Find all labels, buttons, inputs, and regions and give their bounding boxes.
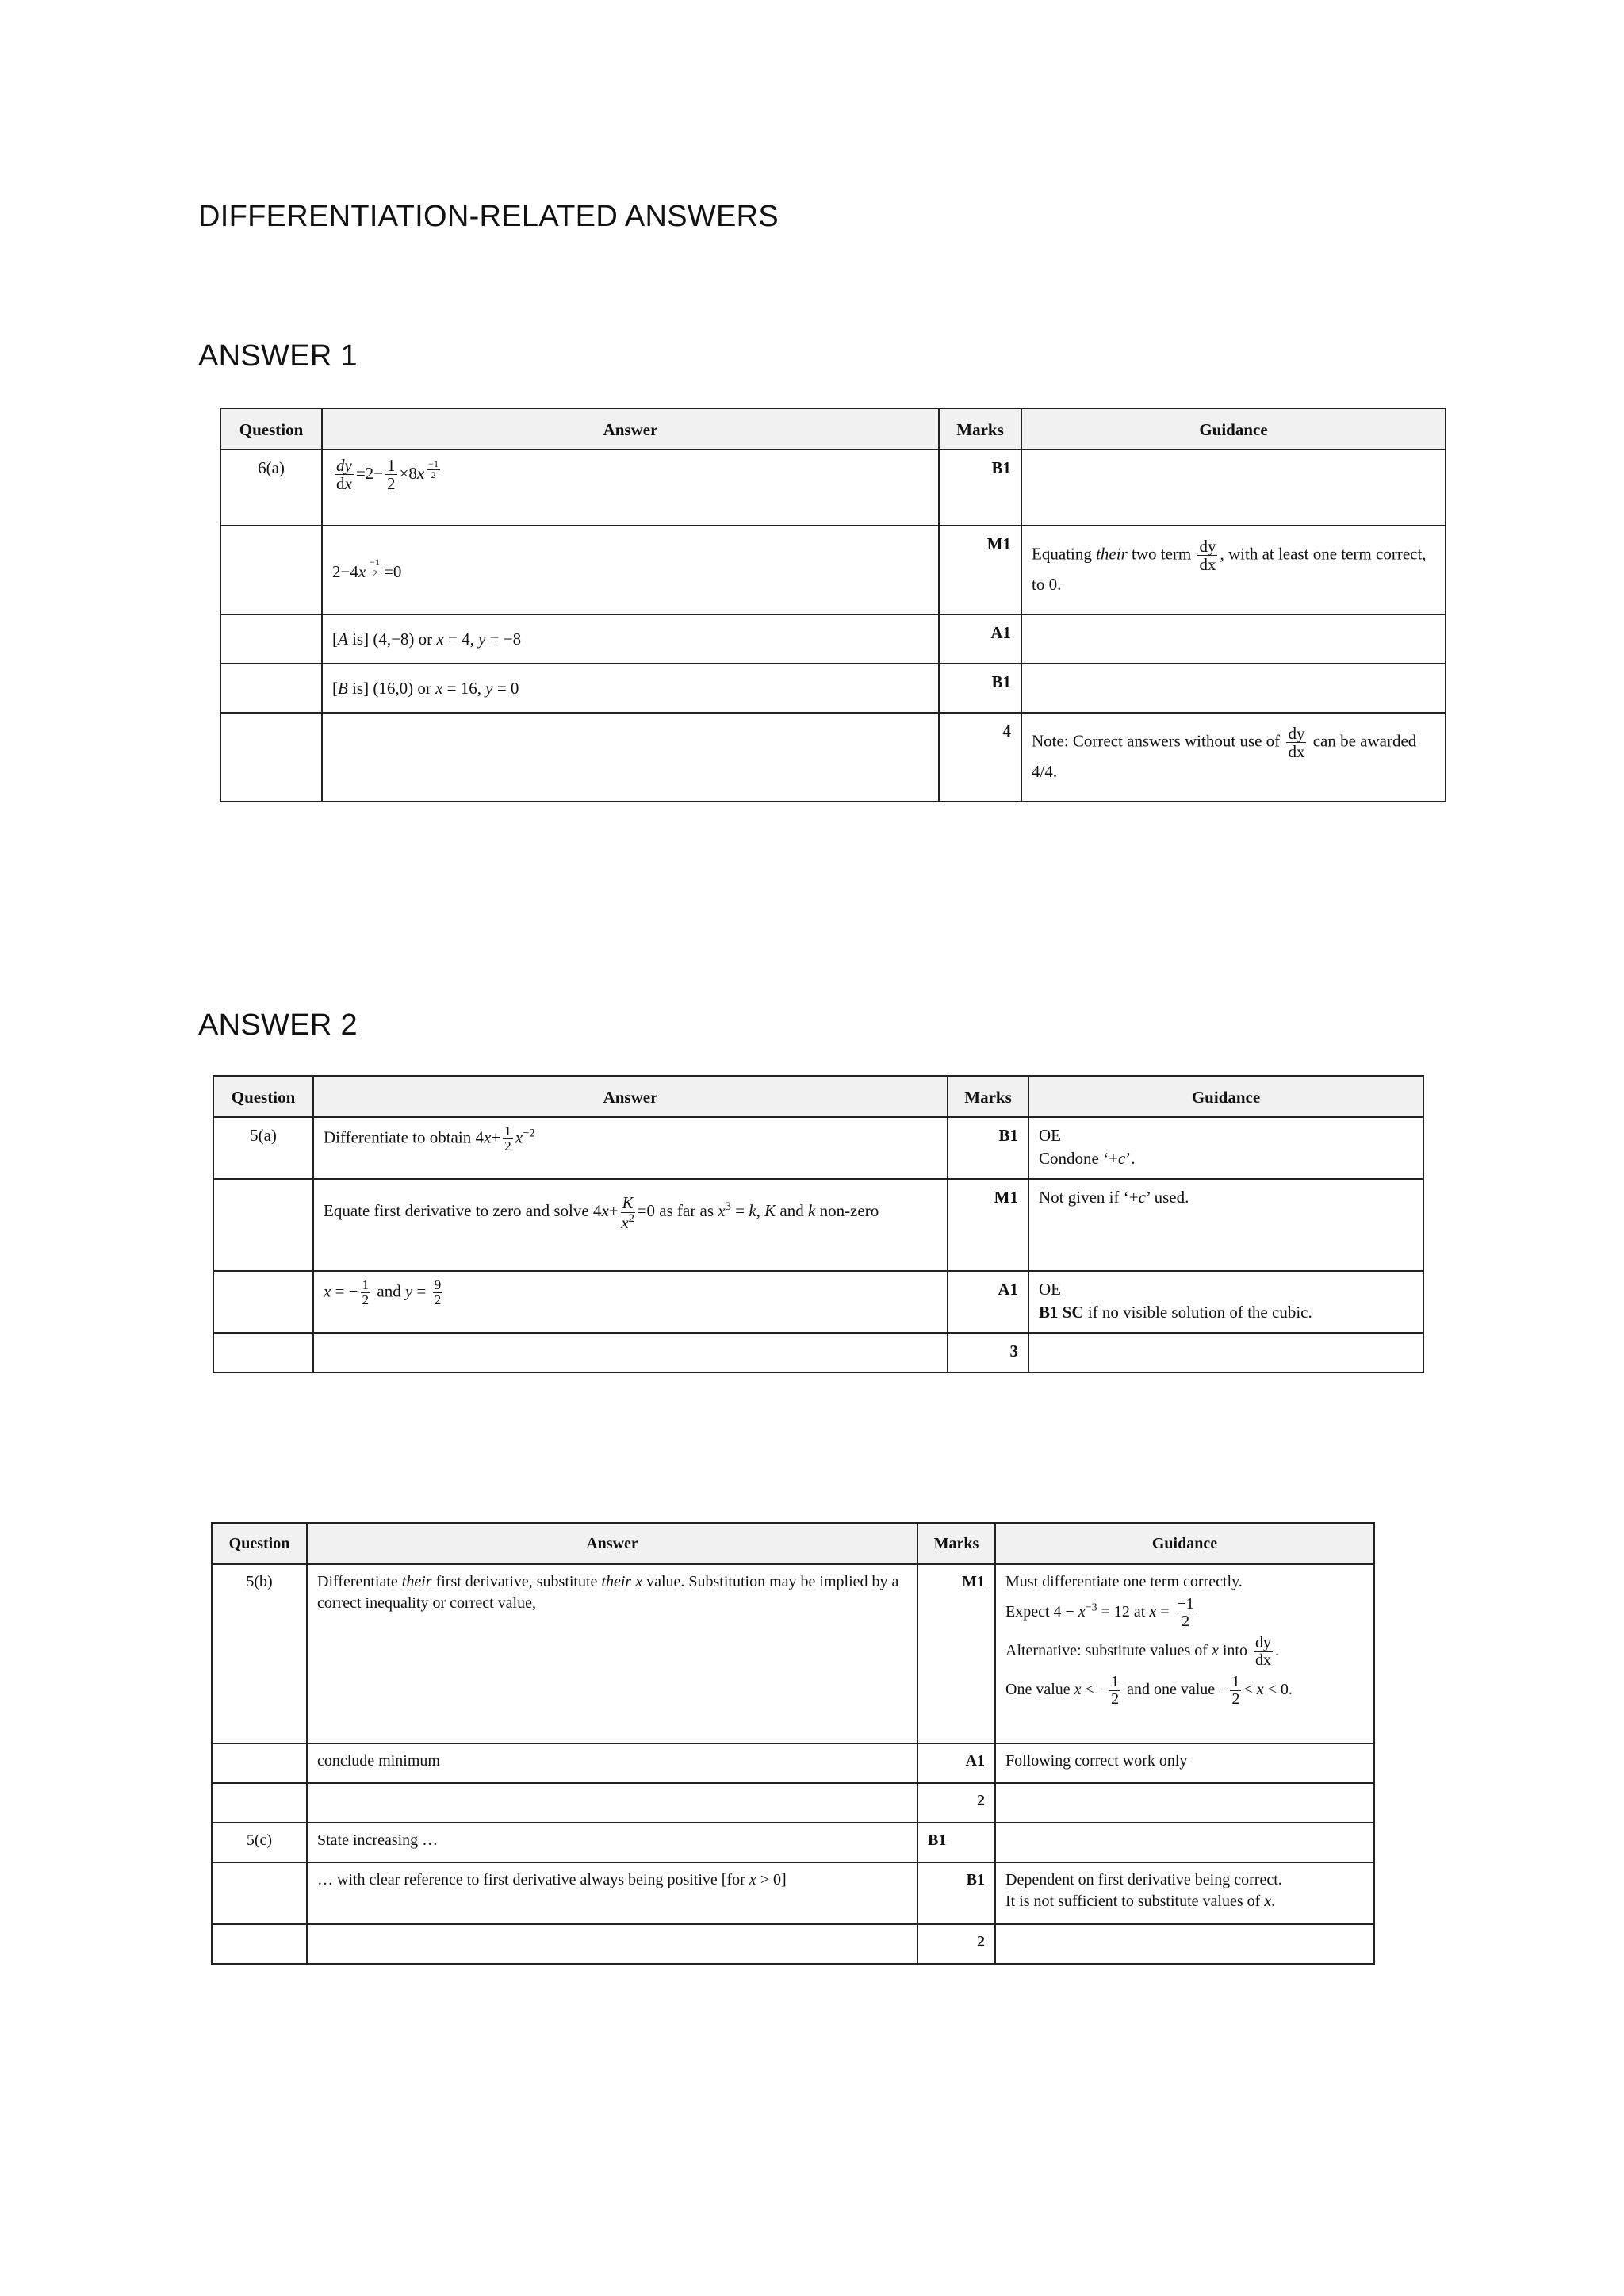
guidance-cell [1021, 614, 1446, 664]
question-number: 5(a) [213, 1117, 313, 1179]
answer-cell: Equate first derivative to zero and solve 4x+ $\frac{K}{x^2}$ =0 as far as $x^3 = k$, K and k non-zero [313, 1179, 948, 1271]
page-title: DIFFERENTIATION-RELATED ANSWERS [198, 200, 779, 233]
guidance-cell: Note: Correct answers without use of $\frac{dy}{dx}$ can be awarded 4/4. [1021, 713, 1446, 802]
guidance-cell: Must differentiate one term correctly. Expect $4 - x^{-3} = 12$ at x = $\frac{-1}{2}$ Alternative: substitute values of x into $\frac{dy}{dx}$ . One value x < − $\frac{1}{2}$ and one value − $\frac{1}{2}$ < x < 0. [995, 1564, 1374, 1743]
header-answer: Answer [322, 408, 939, 450]
marks-cell: B1 [948, 1117, 1028, 1179]
answer-cell [322, 614, 939, 664]
marks-total: 2 [917, 1783, 995, 1823]
marks-cell: A1 [939, 614, 1021, 664]
guidance-cell: OE B1 SC if no visible solution of the cubic. [1028, 1271, 1423, 1333]
answer-cell [322, 664, 939, 713]
marks-total: 2 [917, 1924, 995, 1964]
guidance-cell [995, 1783, 1374, 1823]
header-question: Question [220, 408, 322, 450]
marks-cell: M1 [939, 526, 1021, 614]
answer-cell [322, 450, 939, 526]
math-expression: [B is] (16,0) or x = 16, y = 0 [332, 679, 519, 698]
answer-2-heading: ANSWER 2 [198, 1008, 358, 1042]
header-marks: Marks [917, 1523, 995, 1564]
answer-2-table [213, 1075, 1424, 1373]
answer-cell: x = − $\frac{1}{2}$ and y = $\frac{9}{2}$ [313, 1271, 948, 1333]
header-question: Question [213, 1076, 313, 1117]
answer-1-heading: ANSWER 1 [198, 339, 358, 373]
marks-cell: B1 [917, 1862, 995, 1924]
guidance-cell [995, 1924, 1374, 1964]
marks-cell: B1 [939, 664, 1021, 713]
math-expression: 2−4x $^{\frac{-1}{2}}$ =0 [332, 557, 402, 581]
guidance-cell: OE Condone ‘+c’. [1028, 1117, 1423, 1179]
guidance-cell: Following correct work only [995, 1743, 1374, 1783]
question-number: 5(b) [212, 1564, 307, 1743]
answer-cell [322, 713, 939, 802]
marks-cell: B1 [939, 450, 1021, 526]
answer-2b-table [211, 1522, 1375, 1965]
marks-cell: A1 [917, 1743, 995, 1783]
answer-cell [322, 526, 939, 614]
header-guidance: Guidance [1021, 408, 1446, 450]
question-number: 5(c) [212, 1823, 307, 1862]
question-number: 6(a) [220, 450, 322, 526]
math-expression: [A is] (4,−8) or x = 4, y = −8 [332, 629, 522, 649]
guidance-cell: Equating their two term $\frac{dy}{dx}$ , with at least one term correct, to 0. [1021, 526, 1446, 614]
header-answer: Answer [307, 1523, 917, 1564]
answer-cell: … with clear reference to first derivative always being positive [for x > 0] [307, 1862, 917, 1924]
marks-cell: M1 [917, 1564, 995, 1743]
header-answer: Answer [313, 1076, 948, 1117]
marks-cell: A1 [948, 1271, 1028, 1333]
answer-cell: conclude minimum [307, 1743, 917, 1783]
marks-total: 4 [939, 713, 1021, 802]
guidance-cell [995, 1823, 1374, 1862]
marks-cell: B1 [917, 1823, 995, 1862]
guidance-cell [1028, 1333, 1423, 1372]
guidance-cell: Dependent on first derivative being correct. It is not sufficient to substitute values of x. [995, 1862, 1374, 1924]
header-guidance: Guidance [995, 1523, 1374, 1564]
marks-cell: M1 [948, 1179, 1028, 1271]
answer-1-table [220, 408, 1446, 802]
answer-cell: Differentiate their first derivative, substitute their x value. Substitution may be implied by a correct inequality or correct value, [307, 1564, 917, 1743]
header-question: Question [212, 1523, 307, 1564]
answer-cell [313, 1333, 948, 1372]
answer-cell [307, 1924, 917, 1964]
guidance-cell [1021, 664, 1446, 713]
header-guidance: Guidance [1028, 1076, 1423, 1117]
answer-cell [307, 1783, 917, 1823]
header-marks: Marks [948, 1076, 1028, 1117]
marks-total: 3 [948, 1333, 1028, 1372]
guidance-cell [1021, 450, 1446, 526]
answer-cell: Differentiate to obtain 4x+ $\frac{1}{2}$ $x^{-2}$ [313, 1117, 948, 1179]
guidance-cell: Not given if ‘+c’ used. [1028, 1179, 1423, 1271]
math-expression: $\frac{dy}{dx}$ =2− $\frac{1}{2}$ ×8x $^{\frac{-1}{2}}$ [336, 456, 439, 494]
header-marks: Marks [939, 408, 1021, 450]
answer-cell: State increasing … [307, 1823, 917, 1862]
